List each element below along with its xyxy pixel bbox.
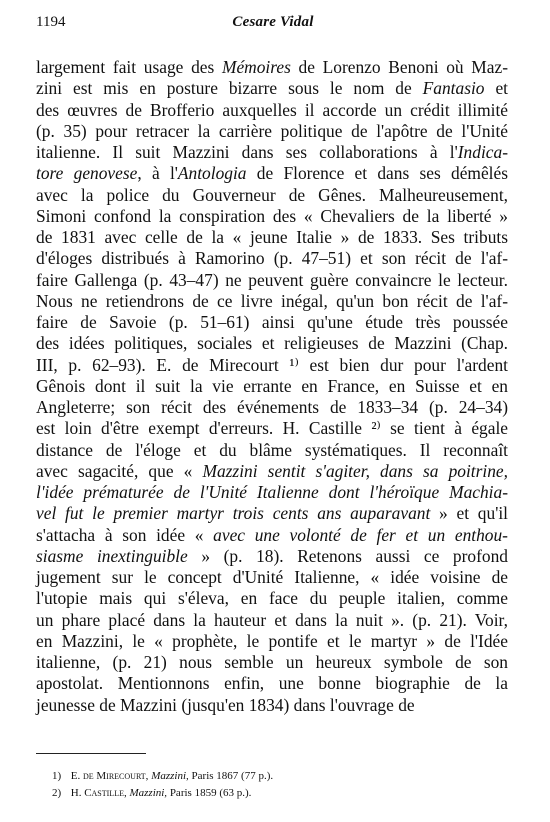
text-segment: et bbox=[484, 78, 508, 99]
page-number: 1194 bbox=[36, 14, 66, 30]
footnote-marker: 2) bbox=[52, 787, 62, 799]
text-line bbox=[36, 376, 508, 397]
text-segment: , à l' bbox=[137, 163, 178, 184]
text-line bbox=[36, 440, 508, 461]
italic-text: Fantasio bbox=[422, 78, 485, 99]
text-segment: III, p. 62–93). E. de Mirecourt ¹⁾ est bien dur pour l'ardent bbox=[36, 354, 508, 375]
text-segment: » et qu'il bbox=[430, 503, 508, 524]
text-segment: distance de l'éloge et du blâme systématiques. Il reconnaît bbox=[36, 439, 508, 460]
text-line bbox=[36, 206, 508, 227]
text-segment: de Florence et dans ses démêlés bbox=[246, 163, 508, 184]
text-segment: avec sagacité, que « bbox=[36, 460, 203, 481]
footnote-title: Mazzini, bbox=[151, 770, 189, 782]
text-segment: » (p. 18). Retenons aussi ce profond bbox=[187, 545, 508, 566]
text-segment: Angleterre; son récit des événements de 1833–34 (p. 24–34) bbox=[36, 397, 508, 417]
text-line bbox=[36, 652, 508, 673]
text-segment: faire de Savoie (p. 51–61) ainsi qu'une étude très poussée bbox=[36, 312, 508, 332]
footnote-divider bbox=[36, 753, 146, 754]
text-line bbox=[36, 291, 508, 312]
footnote-1 bbox=[52, 768, 492, 785]
text-segment: un phare placé dans la hauteur et dans la nuit ». (p. 21). Voir, bbox=[36, 609, 508, 630]
italic-text: Mémoires bbox=[221, 57, 291, 77]
footnote-author: H. Castille, bbox=[70, 787, 127, 799]
text-segment: jugement sur le concept d'Unité Italienne, « idée voisine de bbox=[36, 567, 508, 587]
text-line bbox=[36, 270, 508, 291]
italic-text: tore genovese bbox=[36, 163, 138, 184]
text-line bbox=[36, 397, 508, 418]
text-line bbox=[36, 57, 508, 78]
footnotes bbox=[52, 768, 492, 802]
italic-text: Antologia bbox=[177, 163, 247, 184]
running-title: Cesare Vidal bbox=[232, 14, 314, 30]
italic-text: Mazzini sentit s'agiter, dans sa poitrine, bbox=[202, 460, 508, 481]
text-line bbox=[36, 312, 508, 333]
footnote-details: Paris 1859 (63 p.). bbox=[169, 787, 252, 799]
text-line bbox=[36, 673, 508, 694]
text-line bbox=[36, 78, 508, 99]
text-segment: Simoni confond la conspiration des « Chevaliers de la liberté » bbox=[36, 205, 508, 226]
italic-text: vel fut le premier martyr trois cents ans auparavant bbox=[36, 503, 431, 524]
text-segment: apostolat. Mentionnons enfin, une bonne biographie de la bbox=[36, 673, 508, 694]
text-line bbox=[36, 142, 508, 163]
text-segment: faire Gallenga (p. 43–47) ne peuvent guère convaincre le lecteur. bbox=[36, 269, 508, 290]
text-line bbox=[36, 546, 508, 567]
italic-text: avec une volonté de fer et un enthou- bbox=[213, 524, 508, 545]
text-line bbox=[36, 163, 508, 184]
body-text bbox=[36, 57, 508, 716]
text-line bbox=[36, 695, 508, 716]
page-header bbox=[36, 14, 510, 36]
italic-text: Indica- bbox=[457, 142, 508, 162]
italic-text: siasme inextinguible bbox=[36, 545, 188, 566]
text-segment: de Lorenzo Benoni où Maz- bbox=[290, 57, 508, 77]
text-segment: zini est mis en posture bizarre sous le nom de bbox=[36, 78, 423, 99]
text-line bbox=[36, 503, 508, 524]
text-line bbox=[36, 588, 508, 609]
text-segment: en Mazzini, le « prophète, le pontife et le martyr » de l'Idée bbox=[36, 630, 508, 651]
text-segment: est loin d'être exempt d'erreurs. H. Castille ²⁾ se tient à égale bbox=[36, 418, 508, 439]
text-line bbox=[36, 100, 508, 121]
text-segment: de 1831 avec celle de la « jeune Italie » de 1833. Ses tributs bbox=[36, 227, 508, 247]
text-segment: jeunesse de Mazzini (jusqu'en 1834) dans l'ouvrage de bbox=[36, 694, 415, 715]
text-segment: largement fait usage des bbox=[36, 57, 222, 77]
text-segment: l'utopie mais qui s'éleva, en face du peuple italien, comme bbox=[36, 588, 508, 609]
text-segment: italienne, (p. 21) nous semble un heureux symbole de son bbox=[36, 652, 508, 672]
text-segment: Gênois dont il suit la vie errante en France, en Suisse et en bbox=[36, 375, 508, 396]
text-line bbox=[36, 185, 508, 206]
text-line bbox=[36, 355, 508, 376]
text-line bbox=[36, 482, 508, 503]
text-segment: des œuvres de Brofferio auxquelles il accorde un crédit illimité bbox=[36, 99, 508, 120]
text-line bbox=[36, 121, 508, 142]
footnote-title: Mazzini, bbox=[129, 787, 168, 799]
text-segment: italienne. Il suit Mazzini dans ses collaborations à l' bbox=[36, 142, 458, 162]
footnote-details: Paris 1867 (77 p.). bbox=[191, 770, 274, 782]
text-line bbox=[36, 610, 508, 631]
text-line bbox=[36, 525, 508, 546]
text-segment: Nous ne retiendrons de ce livre inégal, qu'un bon récit de l'af- bbox=[36, 290, 508, 311]
text-line bbox=[36, 227, 508, 248]
text-line bbox=[36, 333, 508, 354]
text-segment: des idées politiques, sociales et religieuses de Mazzini (Chap. bbox=[36, 333, 508, 354]
footnote-2 bbox=[52, 785, 492, 802]
text-line bbox=[36, 567, 508, 588]
text-segment: avec la police du Gouverneur de Gênes. Malheureusement, bbox=[36, 184, 508, 205]
text-segment: d'éloges distribués à Ramorino (p. 47–51) et son récit de l'af- bbox=[36, 248, 508, 269]
footnote-marker: 1) bbox=[52, 770, 62, 782]
italic-text: l'idée prématurée de l'Unité Italienne dont l'héroïque Machia- bbox=[36, 482, 508, 502]
text-line bbox=[36, 248, 508, 269]
text-line bbox=[36, 418, 508, 439]
text-segment: (p. 35) pour retracer la carrière politique de l'apôtre de l'Unité bbox=[36, 120, 508, 141]
text-line bbox=[36, 631, 508, 652]
text-segment: s'attacha à son idée « bbox=[36, 524, 214, 545]
footnote-author: E. de Mirecourt, bbox=[70, 770, 149, 782]
text-line bbox=[36, 461, 508, 482]
